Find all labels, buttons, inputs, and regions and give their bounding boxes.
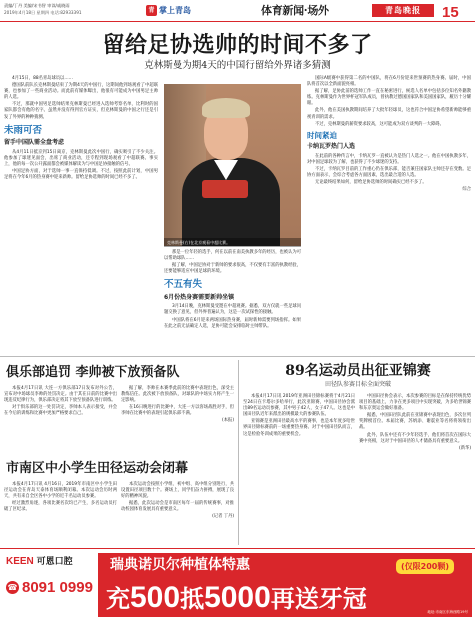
phone-icon: ☎ bbox=[7, 583, 18, 593]
byline: (新华) bbox=[459, 445, 471, 451]
paragraph: 对于俱乐部的这一处罚决定，李帅本人表示接受，并会在今后的训练和比赛中更加严格要求自己。 bbox=[4, 405, 117, 417]
paragraph: 据悉，此次运动会是市南区每年一届的传统赛事，对推动校园体育发展具有重要意义。 bbox=[121, 501, 234, 513]
paragraph: 不过，那就中国男足选帅结果克林斯曼已经进入选帅考察名单，比利时的国家队都会有他的名字。虽然并没有得到官方证实，但克林斯曼的中国之行还是引发了外界的种种猜测。 bbox=[4, 102, 158, 120]
masthead-info bbox=[4, 3, 134, 16]
article4-col1 bbox=[243, 394, 355, 439]
paragraph: 此外，他在美国执教期间培养了大批年轻球员，这也符合中国足协希望新帅能够重视青训的需求。 bbox=[307, 108, 471, 120]
editor-line: 责编/丁丹 美编/宋书智 审读/戚晓雨 bbox=[4, 3, 70, 8]
ad-limit-badge: (仅限200颗) bbox=[396, 559, 454, 574]
article3-col1 bbox=[4, 482, 117, 514]
divider bbox=[238, 360, 239, 545]
ad-banner bbox=[98, 553, 472, 617]
phone-number: 8091 0999 bbox=[22, 579, 93, 596]
paragraph: 据了解，中国足协对于新帅的要求很高，不仅要有丰富的执教经验，还要能够适应中国足球的环境。 bbox=[164, 263, 301, 275]
divider bbox=[0, 356, 475, 357]
keen-brand bbox=[6, 555, 86, 569]
paragraph: 本报4月17日讯 2019年亚洲田径锦标赛将于4月21日至24日在卡塔尔多哈举行，此次亚锦赛，中国田径协会派出89名运动员参赛，其中男子42人、女子47人。这也是中国田径队近年来派出的规模最大的参赛队伍。 bbox=[243, 394, 355, 418]
paragraph: 此外，队伍中还有不少年轻选手，他们将首次在国际大赛中亮相，这对于中国田径的人才储备具有重要意义。 bbox=[359, 432, 471, 444]
byline: (记者 丁丹) bbox=[212, 514, 234, 520]
paragraph: 中国足协方面，对于选帅一事一直保持低调。不过，按照此前计划，中国男足将在今年6月的热身赛中迎来新帅。留给足协选帅的时间已经不多了。 bbox=[4, 168, 158, 181]
article1-col1 bbox=[4, 76, 158, 182]
app-logo[interactable] bbox=[146, 4, 204, 17]
section-heading: 时间紧迫 bbox=[307, 130, 337, 140]
article4-subtitle: 田径队参赛目标全面突破 bbox=[324, 381, 391, 388]
paragraph: 4月15日，88名青岛球员以…… bbox=[12, 76, 73, 81]
paragraph: 本报4月17日讯 大连一方俱乐部17日发布对外公告，宣布对中场球员李帅的处罚决定。由于其在日前的比赛中出现违反纪律行为，俱乐部决定将其下放至预备队进行训练。 bbox=[4, 386, 117, 404]
paragraph: 据了解，李帅在本赛季此前的比赛中表现出色，深受主教练信任。此次被下放预备队，对球队的中场实力将产生一定影响。 bbox=[121, 386, 234, 404]
byline: 综合 bbox=[462, 187, 471, 193]
photo-caption: 克林斯曼(右)在北京观看中超比赛。 bbox=[164, 238, 301, 247]
ad-footnote: 地址:市南区东海西路19号 bbox=[427, 610, 468, 615]
paragraph: 德国队前队长克林斯曼结束了为期4天的中国行，这期间他到场观看了中超联赛，也参加了一些商业活动。而此前有媒体曝出，他很有可能成为中国男足主帅的人选。 bbox=[4, 83, 158, 101]
section-heading: 不五有失 bbox=[164, 279, 203, 291]
paragraph: 本报4月17日讯 4月16日，2019年市南区中小学生田径运动会在青岛天泰体育场顺利闭幕。本次运动会历时两天，共有来自全区各中小学的近千名运动员参赛。 bbox=[4, 482, 117, 500]
article1-col2 bbox=[164, 250, 301, 331]
article4-title: 89名运动员出征亚锦赛 bbox=[285, 363, 431, 379]
paragraph: 不过，卡纳瓦罗目前的工作重心仍在俱乐部，能否兼任国家队主帅还存在变数。足协方面表示，会综合考虑各方面因素，选出最合适的人选。 bbox=[307, 167, 471, 179]
article3-col2 bbox=[121, 482, 234, 522]
paragraph: 国际A级赛中获得第二名的中国队，将在6月份迎来世预赛的热身赛。届时，中国队将首次以全新面貌亮相。 bbox=[307, 76, 471, 88]
paragraph: 中国队将在6月迎来两场国际热身赛，届时新帅需要到场指挥。如果在此之前无法确定人选，足协可能会安排临时主帅带队。 bbox=[164, 317, 301, 329]
main-subheadline: 克林斯曼为期4天的中国行留给外界诸多猜测 bbox=[144, 60, 331, 71]
section-heading: 未雨可否 bbox=[4, 124, 43, 136]
article2-col1 bbox=[4, 386, 117, 418]
article4-col2 bbox=[359, 394, 471, 453]
paragraph: 在16日晚进行的比赛中，大连一方以客场战胜对手，但李帅在比赛中的表现引起俱乐部不满。 bbox=[121, 405, 234, 417]
masthead bbox=[0, 0, 475, 22]
paragraph: 据悉，中国田径队此前在亚锦赛中表现出色，多次位列奖牌榜首位。本届比赛，苏炳添、谢震业等名将将领衔出战。 bbox=[359, 413, 471, 431]
date-line: 2019年4月18日 星期四 电话:82933391 bbox=[4, 9, 82, 15]
advertisement[interactable] bbox=[0, 548, 475, 620]
paragraph: 无论最终结果如何，留给足协选帅的时间确实已经不多了。 bbox=[315, 180, 427, 186]
paragraph: 不过，克林斯曼的薪资要求较高，这可能成为双方谈判的一大障碍。 bbox=[315, 121, 444, 127]
paper-name: 青岛晚报 bbox=[372, 4, 434, 17]
ad-phone[interactable] bbox=[6, 577, 93, 598]
ad-offer: 充500抵5000再送牙冠 bbox=[106, 581, 367, 614]
paragraph: 据了解，足协此前的选帅工作一直在秘密进行，候选人名单中包括多位知名外籍教练。克林斯曼作为世界杯冠军队成员，曾执教过德国国家队和美国国家队，履历十分耀眼。 bbox=[307, 89, 471, 107]
article2-title: 俱乐部追罚 李帅被下放预备队 bbox=[6, 365, 180, 380]
section-subheading: 6月份热身赛需要新帅坐镇 bbox=[164, 293, 235, 301]
section-title: 体育新闻·场外 bbox=[261, 4, 329, 17]
article-photo bbox=[164, 84, 301, 246]
paragraph: 亚锦赛是亚洲田径最高水平的赛事，也是本年度多哈世界田径锦标赛前的一场重要热身赛。对于中国田径队而言，这是检验冬训成果的重要机会。 bbox=[243, 419, 355, 437]
main-headline: 留给足协选帅的时间不多了 bbox=[102, 32, 373, 58]
paragraph: 在此前的各种传言中，卡纳瓦罗一直被认为是热门人选之一。他在中国执教多年，对中国足球较为了解，也获得了不少球迷的支持。 bbox=[307, 153, 471, 165]
paragraph: 本次运动会按照小学组、初中组、高中组分别进行，共设置田径项目数十个。赛场上，同学们奋力拼搏，展现了良好的精神风貌。 bbox=[121, 482, 234, 500]
section-subheading: 卡纳瓦罗热门人选 bbox=[307, 143, 356, 151]
paragraph: 那是一位年轻的选手，何在以前在南美执教多年的经历，也被认为可以帮助球队…… bbox=[164, 250, 301, 262]
app-logo-icon: 青 bbox=[146, 5, 157, 16]
byline: (本报) bbox=[222, 418, 234, 424]
paragraph: 中国田径协会表示，本次参赛的目标是在保持传统优势项目的基础上，力争在更多项目中实现突破，为多哈世锦赛和东京奥运会做好准备。 bbox=[359, 394, 471, 412]
article1-col3 bbox=[307, 76, 471, 194]
paragraph: 3月14日晚，克林斯曼受邀在中超观赛。据悉，双方仅就一些足球问题交换了意见，但外界普遍认为，这是一次试探性的接触。 bbox=[164, 304, 301, 316]
page-number: 15 bbox=[442, 4, 459, 21]
paragraph: 经过激烈角逐，各项比赛名次均已产生，多名运动员打破了区纪录。 bbox=[4, 501, 117, 513]
keen-logo: KEEN 可恩口腔 bbox=[6, 556, 73, 567]
app-logo-text: 掌上青岛 bbox=[159, 4, 191, 15]
article3-title: 市南区中小学生田径运动会闭幕 bbox=[6, 461, 189, 476]
paragraph: 从4月11日抵京到15日离京，克林斯曼此次中国行，确实吸引了不少关注。他参加了球迷见面会，出席了商业活动，还专程到现场观看了中超联赛。事实上，他的每一次公开露面都会被媒体解读为与中国足协接触的信号。 bbox=[4, 149, 158, 167]
article2-col2 bbox=[121, 386, 234, 426]
section-subheading: 留手中国队需全盘考虑 bbox=[4, 139, 65, 147]
ad-headline: 瑞典诺贝尔种植体特惠 bbox=[110, 557, 250, 573]
